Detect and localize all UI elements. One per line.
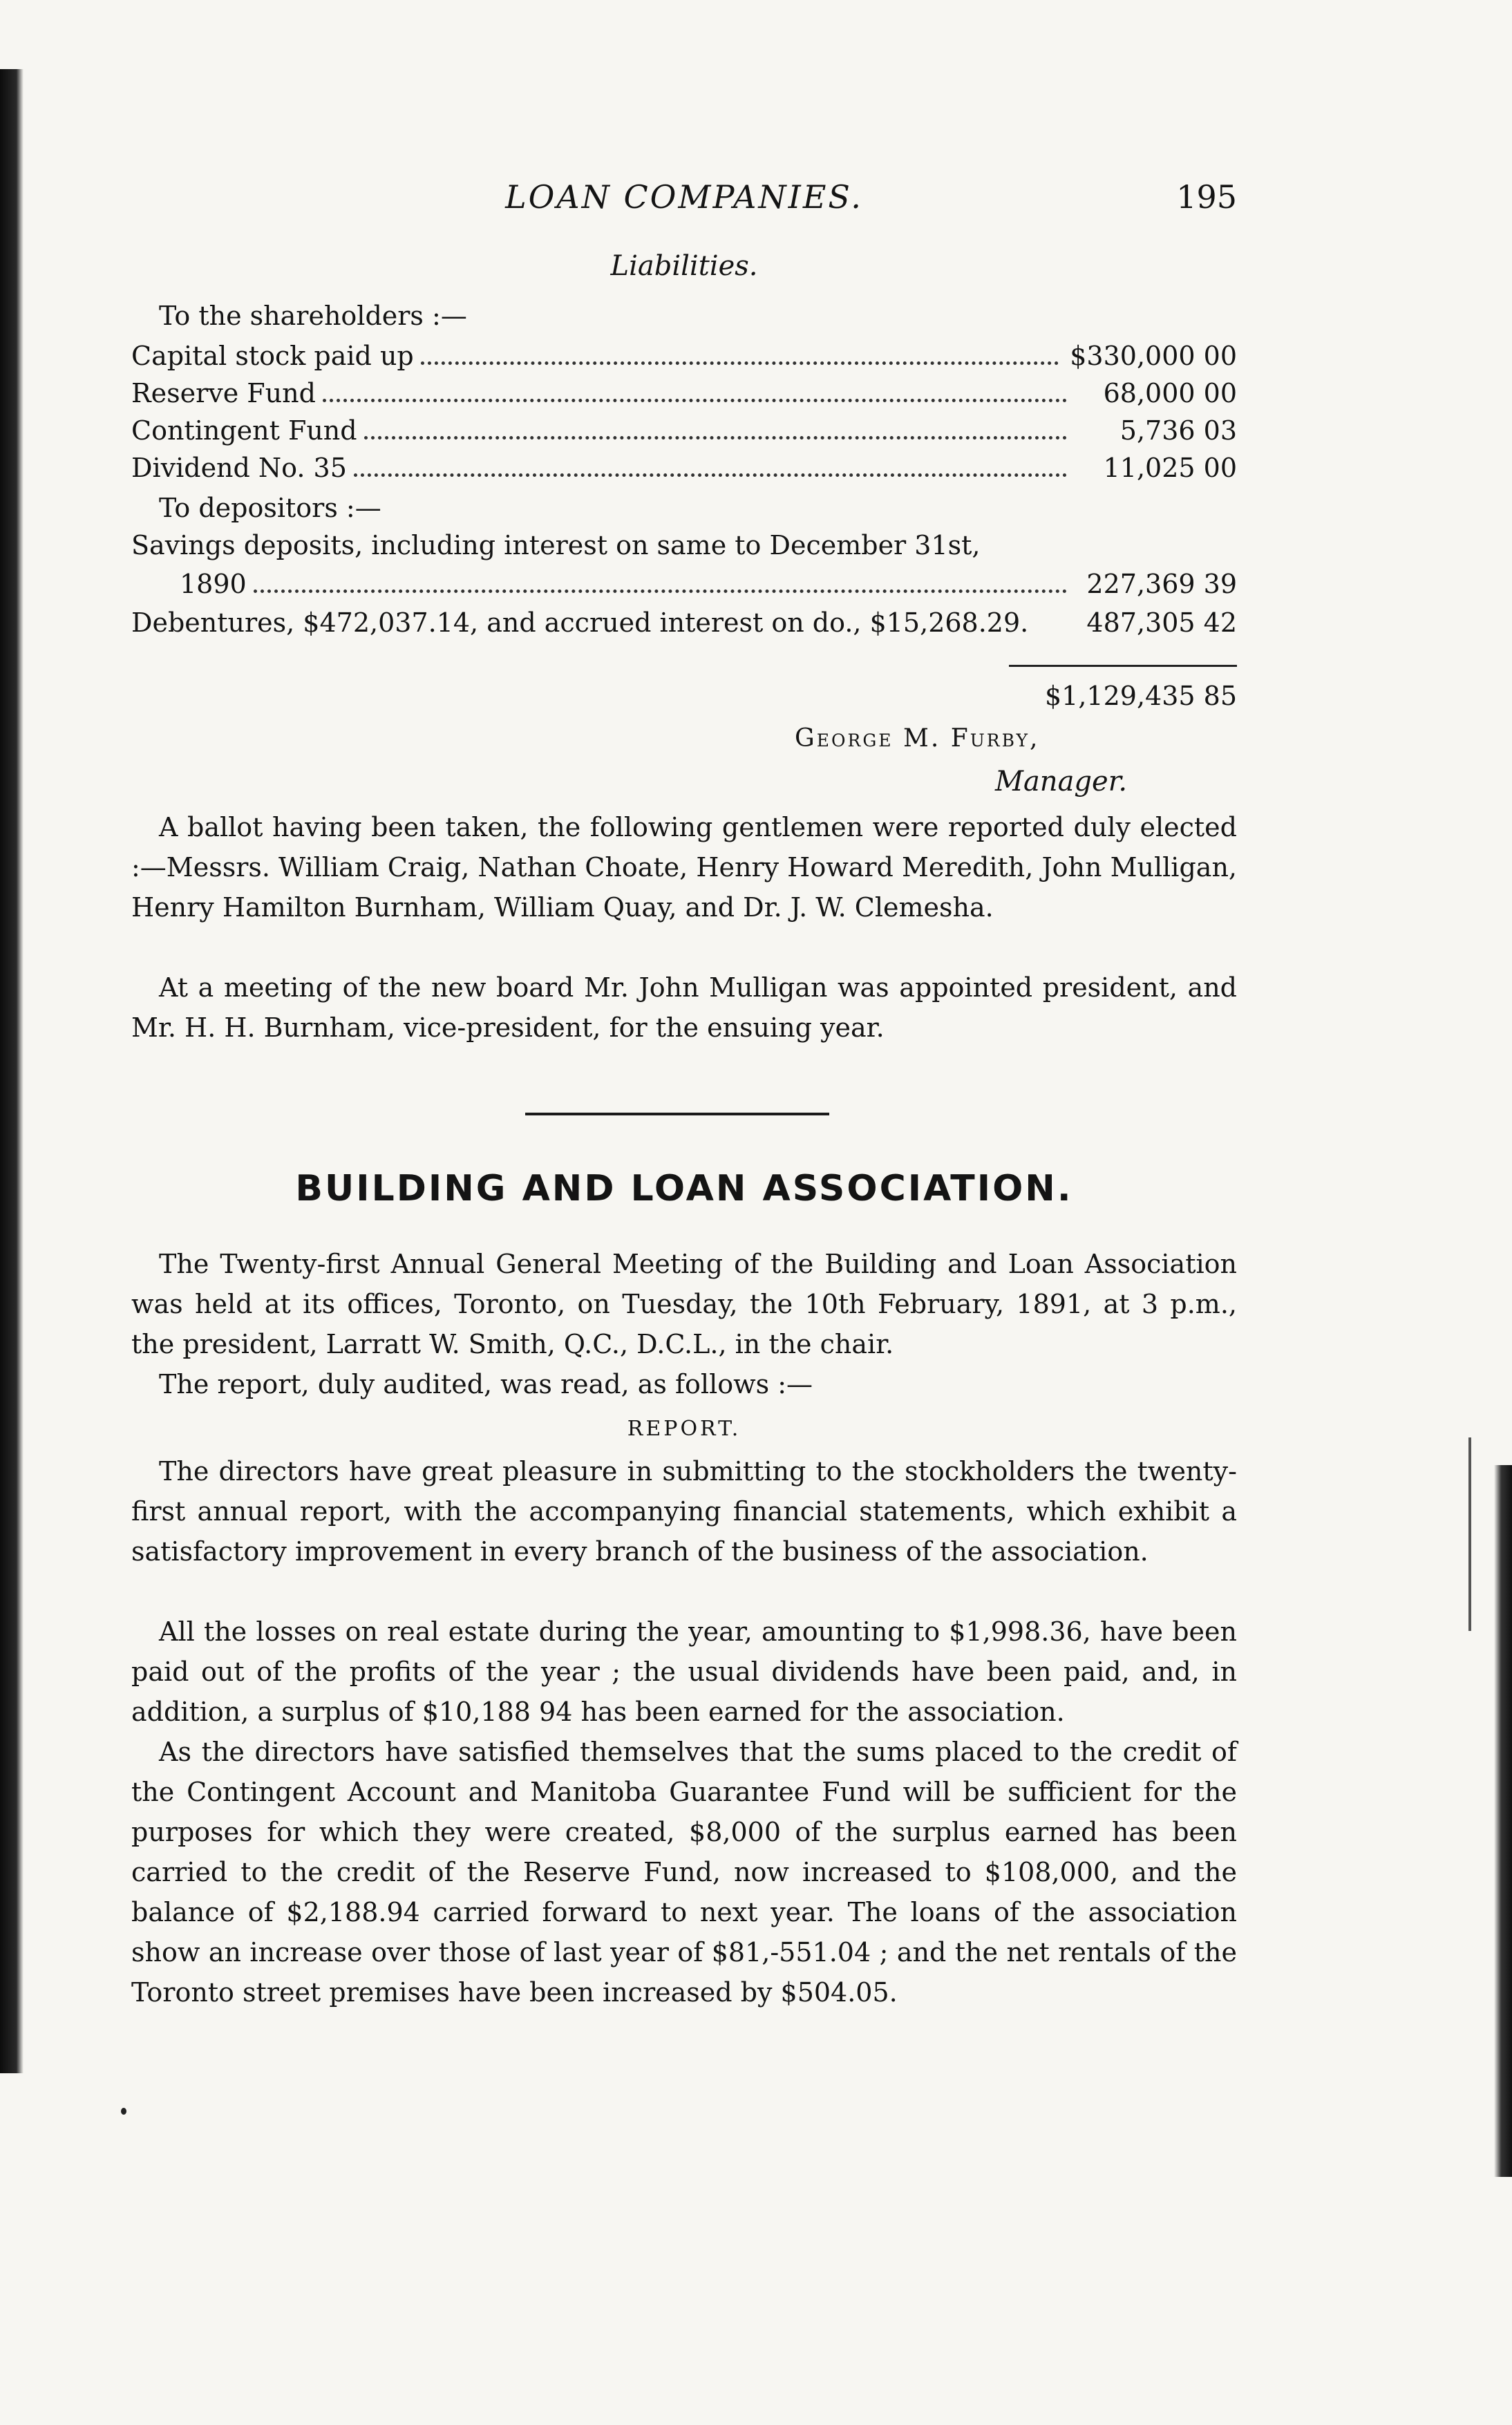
report-paragraph-3: As the directors have satisfied themselves that the sums placed to the credit of the Contingent Account and Manitoba Guarantee Fund will be sufficient for the purposes for which they were created, $8,000 of the surplus earned has been carried to the credit of the Reserve Fund, now increased to $108,000, and the balance of $2,188.94 carried forward to next year. The loans of the association show an increase over those of last year of $81,-551.04 ; and the net rentals of the Toronto street premises have been increased by $504.05.	[131, 1737, 1237, 2008]
total-rule	[1009, 665, 1237, 667]
section-divider	[525, 1113, 829, 1115]
section-title: BUILDING AND LOAN ASSOCIATION.	[295, 1168, 1073, 1209]
liability-row-contingent	[131, 412, 1237, 449]
report-read-paragraph: The report, duly audited, was read, as follows :—	[159, 1369, 813, 1399]
report-label: REPORT.	[627, 1417, 741, 1441]
liability-row-reserve	[131, 375, 1237, 412]
row-label: Reserve Fund	[131, 378, 316, 408]
ballot-paragraph: A ballot having been taken, the following gentlemen were reported duly elected :—Messrs. William Craig, Nathan Choate, Henry Howard Meredith, John Mulligan, Henry Hamilton Burnham, William Quay, and Dr. J. W. Clemesha.	[131, 812, 1237, 923]
row-label: 1890	[180, 569, 247, 599]
binding-shadow	[0, 69, 23, 2073]
signature-title: Manager.	[995, 766, 1128, 798]
report-paragraph-1: The directors have great pleasure in submitting to the stockholders the twenty-first annual report, with the accompanying financial statements, which exhibit a satisfactory improvement in every branch of the business of the association.	[131, 1456, 1237, 1567]
row-amount: 227,369 39	[1086, 569, 1237, 599]
liability-row-savings	[180, 565, 1237, 603]
dot-leader	[421, 361, 1059, 365]
depositors-label: To depositors :—	[159, 493, 381, 523]
dot-leader	[364, 435, 1067, 440]
shareholders-label: To the shareholders :—	[159, 301, 467, 331]
dot-leader	[323, 398, 1067, 402]
row-label: Dividend No. 35	[131, 453, 347, 483]
page-edge-shadow	[1494, 1465, 1512, 2177]
page-edge-line	[1468, 1437, 1471, 1631]
row-label: Contingent Fund	[131, 415, 357, 446]
row-amount: 487,305 42	[1086, 607, 1237, 638]
row-label: Capital stock paid up	[131, 341, 414, 371]
liabilities-heading: Liabilities.	[610, 250, 758, 282]
report-paragraph-2: All the losses on real estate during the year, amounting to $1,998.36, have been paid out of the profits of the year ; the usual dividends have been paid, and, in addition, a surplus of $10,188 94 has been earned for the association.	[131, 1616, 1237, 1727]
ink-speck	[121, 2108, 126, 2115]
liability-row-debentures	[131, 604, 1237, 641]
savings-line: Savings deposits, including interest on same to December 31st,	[131, 530, 981, 560]
page-header	[131, 178, 1237, 227]
page-number: 195	[1176, 178, 1237, 216]
liability-row-capital	[131, 337, 1237, 375]
dot-leader	[254, 589, 1067, 593]
row-amount: 68,000 00	[1103, 378, 1237, 408]
liability-row-dividend	[131, 449, 1237, 487]
row-amount: $330,000 00	[1070, 341, 1237, 371]
running-head: LOAN COMPANIES.	[505, 178, 863, 216]
row-amount: 5,736 03	[1119, 415, 1237, 446]
meeting-paragraph: At a meeting of the new board Mr. John Mulligan was appointed president, and Mr. H. H. Burnham, vice-president, for the ensuing year.	[131, 972, 1237, 1043]
signature-name: George M. Furby,	[795, 724, 1040, 753]
row-label: Debentures, $472,037.14, and accrued interest on do., $15,268.29.	[131, 607, 1029, 638]
intro-paragraph: The Twenty-first Annual General Meeting of the Building and Loan Association was held at its offices, Toronto, on Tuesday, the 10th February, 1891, at 3 p.m., the president, Larratt W. Smith, Q.C., D.C.L., in the chair.	[131, 1249, 1237, 1359]
row-amount: 11,025 00	[1103, 453, 1237, 483]
spacer	[1035, 631, 1067, 632]
dot-leader	[354, 473, 1067, 477]
liabilities-total: $1,129,435 85	[1044, 681, 1237, 711]
